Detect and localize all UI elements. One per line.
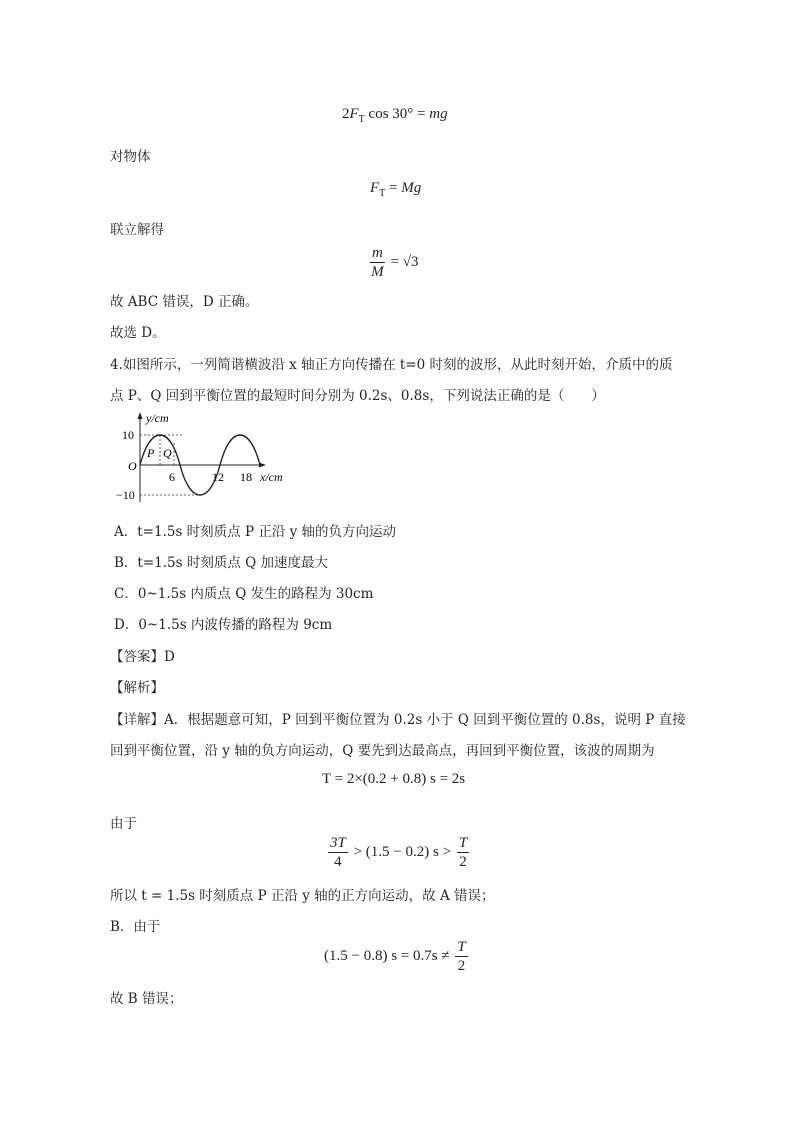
eq6-fraction [455,938,467,975]
text-solve-jointly: 联立解得 [110,222,164,238]
wave-graph [112,410,298,506]
option-b: B．t=1.5s 时刻质点 Q 加速度最大 [114,555,328,571]
eq2-subscript: T [379,188,386,199]
eq6-lhs: (1.5 − 0.8) s = 0.7s ≠ [324,947,454,964]
x-axis-label: x/cm [260,470,283,484]
question-4-line-1: 4.如图所示，一列简谐横波沿 x 轴正方向传播在 t=0 时刻的波形，从此时刻开始，介质中的质 [110,357,673,373]
y-axis-label: y/cm [146,411,169,425]
detail-line-1 [110,708,686,728]
equation-b-check [324,938,470,975]
eq2-rhs: Mg [401,180,422,196]
y-tick-10: 10 [122,428,134,442]
x-tick-6: 6 [169,470,175,484]
point-p-label: P [147,446,155,460]
eq1-rhs: mg [429,106,448,122]
equation-object-balance [370,180,421,199]
eq3-denominator: M [371,264,384,280]
option-c: C．0~1.5s 内质点 Q 发生的路程为 30cm [114,586,374,602]
point-q-label: Q [163,446,172,460]
y-axis-arrow [138,412,143,419]
eq1-force-symbol: F [349,106,359,122]
eq3-numerator: m [372,245,383,261]
option-a: A．t=1.5s 时刻质点 P 正沿 y 轴的负方向运动 [114,524,397,540]
eq2-force-symbol: F [370,180,380,196]
eq3-fraction [370,244,385,281]
eq2-middle: = [385,180,402,196]
question-4-line-2: 点 P、Q 回到平衡位置的最短时间分别为 0.2s、0.8s，下列说法正确的是（ ） [110,388,605,404]
text-b-because: B．由于 [110,919,161,935]
y-tick-minus-10: −10 [116,488,135,502]
eq6-numerator: T [457,939,466,955]
eq6-denominator: 2 [457,958,466,974]
option-d: D．0~1.5s 内波传播的路程为 9cm [114,617,333,633]
text-therefore-a: 所以 t = 1.5s 时刻质点 P 正沿 y 轴的正方向运动，故 A 错误； [110,888,495,904]
text-choose-d: 故选 D。 [110,325,166,341]
origin-label: O [128,459,137,473]
detail-line-2: 回到平衡位置，沿 y 轴的负方向运动，Q 要先到达最高点，再回到平衡位置，该波的周期为 [110,743,655,759]
eq5-fraction-1 [328,834,348,871]
x-tick-12: 12 [212,470,224,484]
equation-period: T = 2×(0.2 + 0.8) s = 2s [322,771,466,787]
eq5-middle: > (1.5 − 0.2) s > [349,843,455,860]
answer-tag: 【答案】 [110,649,164,665]
detail-tag: 【详解】 [110,712,164,728]
text-conclusion-abc: 故 ABC 错误，D 正确。 [110,294,259,310]
equation-tension-balance [342,106,448,125]
text-because: 由于 [110,816,137,832]
answer-value: D [164,649,175,665]
x-tick-18: 18 [240,470,252,484]
eq1-middle: cos 30° = [364,106,430,122]
text-for-object: 对物体 [110,149,151,165]
equation-inequality [326,834,471,871]
eq5-fraction-2 [457,834,469,871]
equation-mass-ratio [368,244,419,281]
eq3-rhs: = √3 [386,253,419,270]
detail-text-1: A．根据题意可知，P 回到平衡位置为 0.2s 小于 Q 回到平衡位置的 0.8s，说明 P 直接 [164,712,686,728]
text-b-wrong: 故 B 错误； [110,991,183,1007]
eq1-coefficient: 2 [342,106,350,122]
eq5-denominator-2: 2 [459,854,467,870]
analysis-tag: 【解析】 [110,680,164,696]
eq1-subscript: T [358,114,365,125]
eq5-numerator-2: T [458,835,468,851]
eq5-denominator-1: 4 [334,854,342,870]
answer-line [110,645,175,665]
eq5-numerator-1: 3T [330,835,346,851]
